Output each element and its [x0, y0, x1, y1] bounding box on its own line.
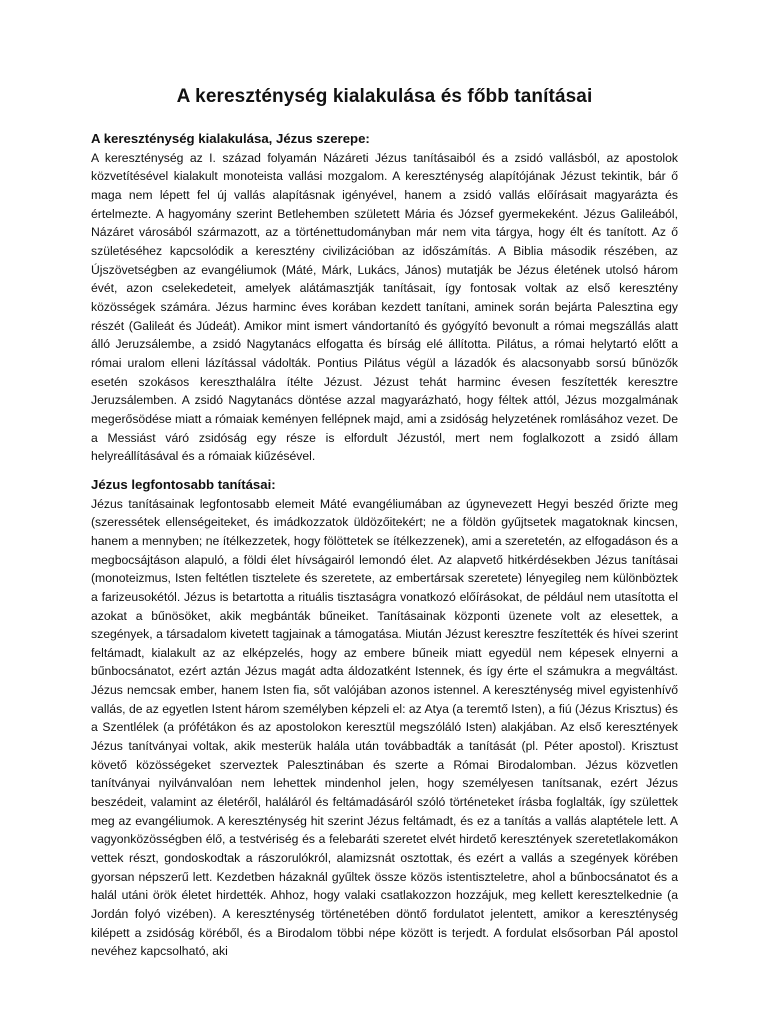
section-paragraph: Jézus tanításainak legfontosabb elemeit Máté evangéliumában az úgynevezett Hegyi beszéd őrizte meg (szeressétek ellenségeiteket, és imádkozzatok üldözőitekért; ne a földön gyűjtsetek magatoknak kincsen, hanem a mennyben; ne ítélkezzetek, hogy fölöttetek se ítélkezzenek), ami a szeretetén, az elfogadáson és a megbocsájtáson alapuló, a földi élet hívságairól lemondó élet. Az alapvető hitkérdésekben Jézus tanításai (monoteizmus, Isten feltétlen tisztelete és szeretete, az embertársak szeretete) lényegileg nem különböztek a farizeusokétól. Jézus is betartotta a rituális tisztaságra vonatkozó előírásokat, de például nem utasította el azokat a bűnösöket, akik megbánták bűneiket. Tanításainak központi üzenete volt az elesettek, a szegények, a társadalom kivetett tagjainak a támogatása. Miután Jézust keresztre feszítették és hívei szerint feltámadt, kialakult az az elképzelés, hogy az embere bűneik miatt egyedül nem képesek elnyerni a bűnbocsánatot, ezért aztán Jézus magát adta áldozatként Istennek, és így érte el számukra a megváltást. Jézus nemcsak ember, hanem Isten fia, sőt valójában azonos istennel. A kereszténység mivel egyistenhívő vallás, de az egyetlen Istent három személyben képzeli el: az Atya (a teremtő Isten), a fiú (Jézus Krisztus) és a Szentlélek (a prófétákon és az apostolokon keresztül megszóláló Isten) alakjában. Az első keresztények Jézus tanítványai voltak, akik mesterük halála után továbbadták a tanítását (pl. Péter apostol). Krisztust követő közösségeket szerveztek Palesztinában és szerte a Római Birodalomban. Jézus közvetlen tanítványai nyilvánvalóan nem lehettek mindenhol jelen, hogy személyesen tanítsanak, ezért Jézus beszédeit, valamint az életéről, haláláról és feltámadásáról szóló történeteket írásba foglalták, így születtek meg az evangéliumok. A kereszténység hit szerint Jézus feltámadt, és ez a tanítás a vallás alaptétele lett. A vagyonközösségben élő, a testvériség és a felebaráti szeretet elvét hirdető keresztények szeretetlakomákon vettek részt, gondoskodtak a rászorulókról, alamizsnát osztottak, és ezért a vallás a szegények körében gyorsan népszerű lett. Kezdetben házaknál gyűltek össze közös istentiszteletre, ahol a bűnbocsánatot és a halál utáni örök életet hirdették. Ahhoz, hogy valaki csatlakozzon hozzájuk, meg kellett keresztelkednie (a Jordán folyó vizében). A kereszténység történetében döntő fordulatot jelentett, amikor a kereszténység kilépett a zsidóság köréből, és a Birodalom többi népe között is terjedt. A fordulat elsősorban Pál apostol nevéhez kapcsolható, aki: [91, 496, 678, 959]
section-heading: A kereszténység kialakulása, Jézus szerepe:: [91, 131, 370, 146]
document-title: A kereszténység kialakulása és főbb tanításai: [176, 86, 593, 107]
section-heading: Jézus legfontosabb tanításai:: [91, 476, 276, 492]
section-paragraph: A kereszténység az I. század folyamán Názáreti Jézus tanításaiból és a zsidó vallásból, az apostolok közvetítésével kialakult monoteista vallási mozgalom. A kereszténység alapítójának Jézust tekintik, bár ő maga nem lépett fel új vallás alapításnak igényével, hanem a zsidó vallás előírásait magyarázta és értelmezte. A hagyomány szerint Betlehemben született Mária és József gyermekeként. Jézus Galileából, Názáret városából származott, az a történettudományban már nem vita tárgya, hogy élt és tanított. Az ő születéséhez kapcsolódik a keresztény civilizációban az időszámítás. A Biblia második részében, az Újszövetségben az evangéliumok (Máté, Márk, Lukács, János) mutatják be Jézus életének utolsó három évét, azon cselekedeteit, amelyek alátámasztják tanításait, így fontosak voltak az első keresztény közösségek számára. Jézus harminc éves korában kezdett tanítani, aminek során bejárta Palesztina egy részét (Galileát és Júdeát). Amikor mint ismert vándortanító és gyógyító bevonult a római megszállás alatt álló Jeruzsálembe, a zsidó Nagytanács elfogatta és bírság elé állította. Pilátus, a római helytartó előtt a római uralom elleni lázítással vádolták. Pontius Pilátus végül a lázadók és alacsonyabb sorsú bűnözők esetén szokásos kereszthalálra ítélte Jézust. Jézust tehát harminc évesen feszítették keresztre Jeruzsálemben. A zsidó Nagytanács döntése azzal magyarázható, hogy féltek attól, Jézus mozgalmának megerősödése miatt a rómaiak keményen fellépnek majd, ami a zsidóság helyzetének romlásához vezet. De a Messiást váró zsidóság egy része is elfordult Jézustól, mert nem foglalkozott a zsidó állam helyreállításával és a rómaiak kiűzésével.: [91, 150, 678, 464]
section-origins: [91, 130, 678, 466]
section-teachings: [91, 476, 678, 961]
